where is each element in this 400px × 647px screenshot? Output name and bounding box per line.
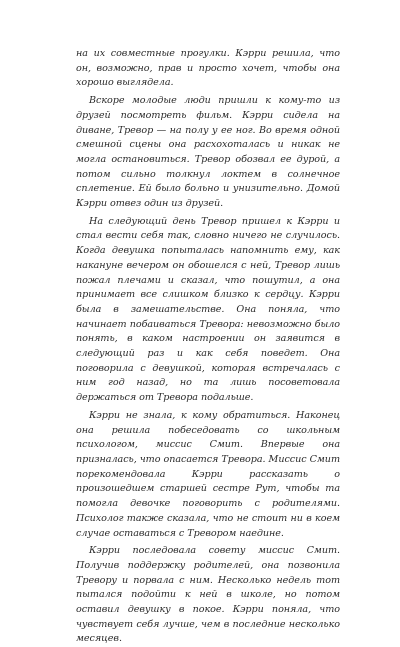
paragraph-1: на их совместные прогулки. Кэрри решила, что он, возможно, прав и просто хочет, чтобы она хорошо выглядела. [76,48,340,89]
paragraph-2: Вскоре молодые люди пришли к кому-то из друзей посмотреть фильм. Кэрри сидела на диване, Тревор — на полу у ее ног. Во время одной смешной сцены она расхохоталась и никак не могла остановиться. Тревор обозвал ее дурой, а потом сильно толкнул локтем в солнечное сплетение. Ей было больно и унизительно. Домой Кэрри отвез один из друзей. [76,95,340,210]
paragraph-4: Кэрри не знала, к кому обратиться. Наконец она решила побеседовать со школьным психологом, миссис Смит. Впервые она призналась, что опасается Тревора. Миссис Смит порекомендовала Кэрри рассказать о произошедшем старшей сестре Рут, чтобы та помогла девочке поговорить с родителями. Психолог также сказала, что не стоит ни в коем случае оставаться с Тревором наедине. [76,409,340,539]
paragraph-3: На следующий день Тревор пришел к Кэрри и стал вести себя так, словно ничего не случилось. Когда девушка попыталась напомнить ему, как накануне вечером он обошелся с ней, Тревор лишь пожал плечами и сказал, что пошутил, а она принимает все слишком близко к сердцу. Кэрри была в замешательстве. Она поняла, что начинает побаиваться Тревора: невозможно было понять, в каком настроении он заявится в следующий раз и как себя поведет. Она поговорила с девушкой, которая встречалась с ним год назад, но та лишь посоветовала держаться от Тревора подальше. [76,215,340,404]
paragraph-5: Кэрри последовала совету миссис Смит. Получив поддержку родителей, она позвонила Тревору и порвала с ним. Несколько недель тот пытался подойти к ней в школе, но потом оставил девушку в покое. Кэрри поняла, что чувствует себя лучше, чем в последние несколько месяцев. [76,545,340,645]
body-text [76,47,340,647]
